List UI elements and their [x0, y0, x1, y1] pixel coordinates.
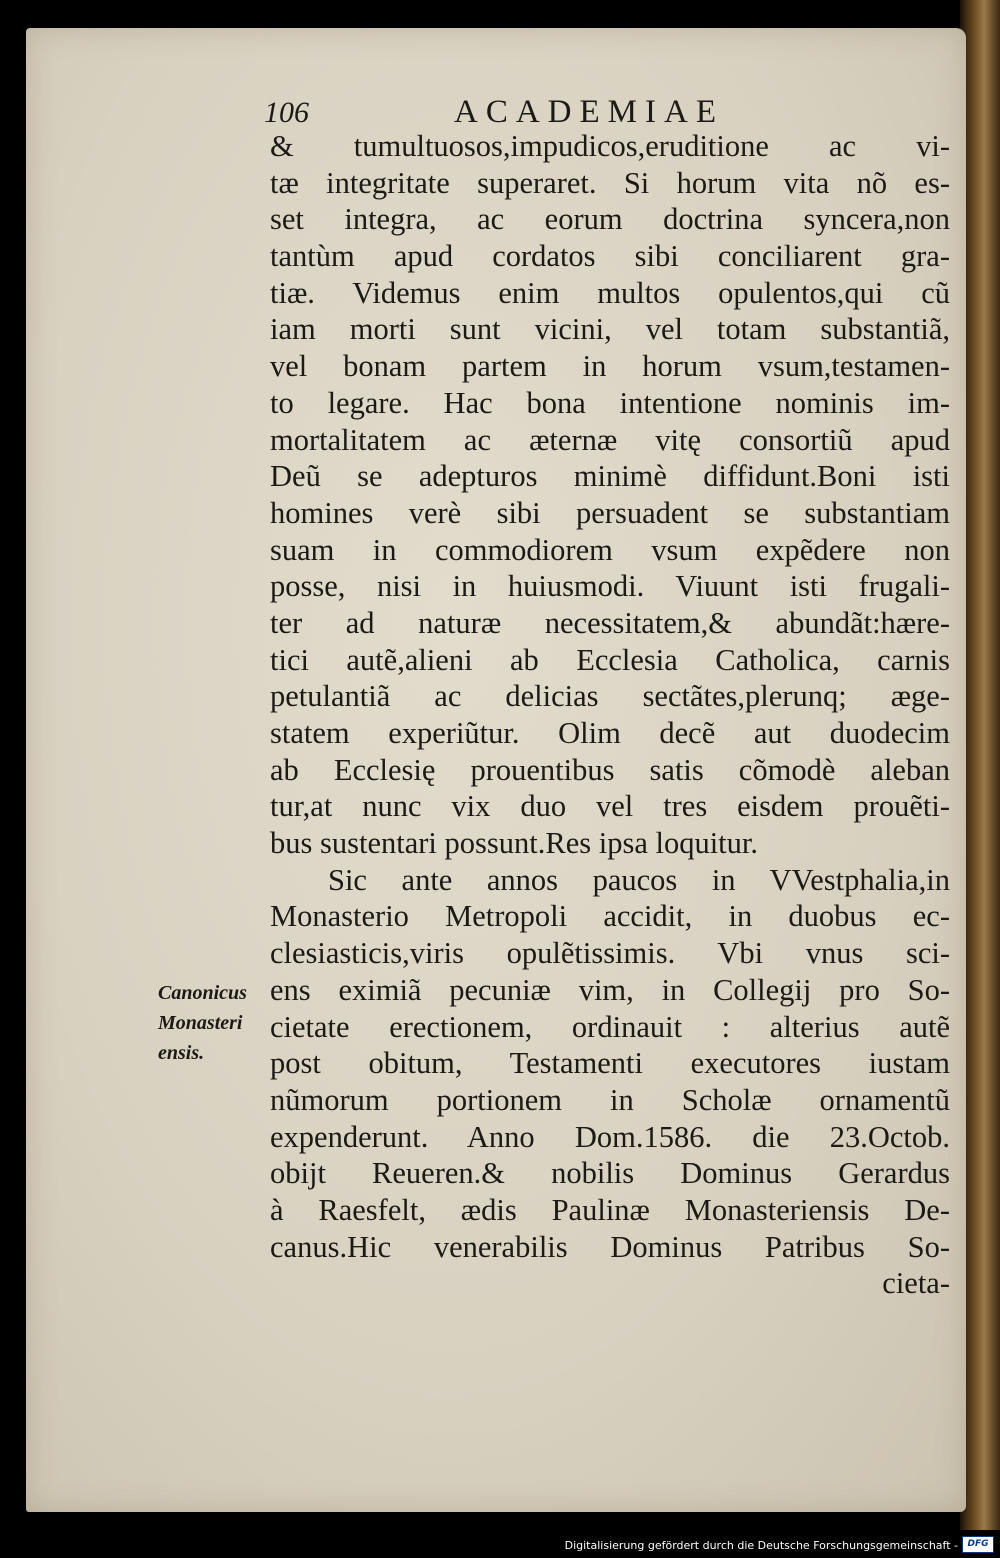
text-line: Monasterio Metropoli accidit, in duobus ec- [270, 899, 950, 934]
margin-note-line: ensis. [158, 1042, 205, 1064]
text-line: homines verè sibi persuadent se substantiam [270, 495, 950, 530]
margin-note-line: Canonicus [158, 982, 247, 1004]
text-line: tiæ. Videmus enim multos opulentos,qui cũ [270, 275, 950, 310]
footer-bar [0, 1530, 1000, 1558]
text-line: tæ integritate superaret. Si horum vita nõ es- [270, 165, 950, 200]
text-line: vel bonam partem in horum vsum,testamen- [270, 349, 950, 384]
text-line: iam morti sunt vicini, vel totam substantiã, [270, 312, 950, 347]
text-line: ens eximiã pecuniæ vim, in Collegij pro So- [270, 972, 950, 1007]
text-line: set integra, ac eorum doctrina syncera,non [270, 202, 950, 237]
text-line: bus sustentari possunt.Res ipsa loquitur. [270, 826, 758, 861]
text-line: suam in commodiorem vsum expẽdere non [270, 532, 950, 567]
text-line: to legare. Hac bona intentione nominis im- [270, 385, 950, 420]
margin-note [158, 978, 278, 1068]
margin-note-line: Monasteri [158, 1012, 243, 1034]
body-text [270, 128, 950, 1302]
text-line: post obitum, Testamenti executores iustam [270, 1046, 950, 1081]
text-line: petulantiã ac delicias sectãtes,plerunq; æge- [270, 679, 950, 714]
funding-credit: Digitalisierung gefördert durch die Deutsche Forschungsgemeinschaft - [564, 1539, 958, 1552]
running-title: ACADEMIAE [454, 94, 724, 130]
text-line: expenderunt. Anno Dom.1586. die 23.Octob. [270, 1119, 950, 1154]
book-edge [960, 0, 1000, 1530]
text-line: statem experiũtur. Olim decẽ aut duodecim [270, 716, 950, 750]
text-line: mortalitatem ac æternæ vitę consortiũ apud [270, 422, 950, 457]
text-line: tici autẽ,alieni ab Ecclesia Catholica, carnis [270, 642, 950, 677]
text-line: nũmorum portionem in Scholæ ornamentũ [270, 1082, 950, 1117]
text-line: à Raesfelt, ædis Paulinæ Monasteriensis De- [270, 1192, 950, 1227]
text-line: tantùm apud cordatos sibi conciliarent gra- [270, 239, 950, 274]
catchword: cieta- [882, 1266, 950, 1301]
text-line: clesiasticis,viris opulẽtissimis. Vbi vnus sci- [270, 936, 950, 971]
text-line: cietate erectionem, ordinauit : alterius autẽ [270, 1009, 950, 1044]
text-line: posse, nisi in huiusmodi. Viuunt isti frugali- [270, 569, 950, 604]
text-line: ab Ecclesię prouentibus satis cõmodè aleban [270, 752, 950, 787]
text-line: & tumultuosos,impudicos,eruditione ac vi- [270, 129, 950, 163]
page-number: 106 [264, 96, 309, 129]
text-line: tur,at nunc vix duo vel tres eisdem prouẽti- [270, 789, 950, 824]
text-line: Deũ se adepturos minimè diffidunt.Boni isti [270, 459, 950, 494]
text-line: canus.Hic venerabilis Dominus Patribus So- [270, 1229, 950, 1264]
text-line: ter ad naturæ necessitatem,& abundãt:hære- [270, 605, 950, 640]
dfg-logo-icon: DFG [962, 1536, 994, 1553]
catchword-row [270, 1265, 950, 1302]
text-line: obijt Reueren.& nobilis Dominus Gerardus [270, 1156, 950, 1191]
text-line: Sic ante annos paucos in VVestphalia,in [328, 862, 950, 897]
